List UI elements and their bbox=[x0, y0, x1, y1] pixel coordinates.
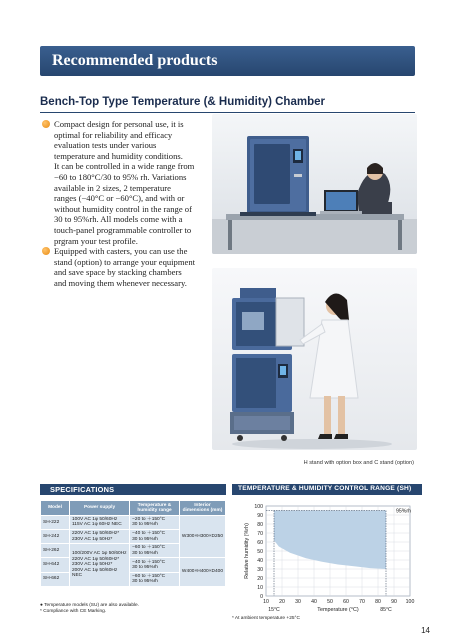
header-banner bbox=[40, 46, 415, 76]
stacked-chamber-illustration bbox=[212, 268, 417, 450]
note-temperature-models: ● Temperature models (SU) are also available. bbox=[40, 603, 140, 608]
note-ce-marking: * Compliance with CE Marking. bbox=[40, 609, 107, 614]
y-tick-label: 80 bbox=[257, 521, 263, 528]
control-range-title: TEMPERATURE & HUMIDITY CONTROL RANGE (SH) bbox=[238, 485, 412, 492]
x-tick-label: 20 bbox=[279, 599, 285, 605]
dimension-cell: W400×H400×D400 bbox=[179, 558, 225, 586]
subtitle-rule bbox=[40, 112, 415, 113]
x-tick-label: 100 bbox=[405, 599, 415, 605]
x-tick-label: 90 bbox=[391, 599, 397, 605]
header-temp-humidity-range: Temperature & humidity range bbox=[130, 501, 180, 516]
power-cell: 220V AC 1φ 50/60Hz* 230V AC 1φ 50Hz* bbox=[69, 530, 129, 544]
y-tick-label: 50 bbox=[257, 548, 263, 555]
dimension-cell: W300×H300×D250 bbox=[179, 515, 225, 558]
y-tick-label: 10 bbox=[257, 584, 263, 591]
y-axis-label: Relative humidity (%rh) bbox=[244, 523, 250, 579]
x-tick-label: 70 bbox=[359, 599, 365, 605]
header-power-supply: Power supply bbox=[69, 501, 129, 516]
orange-bullet-icon bbox=[42, 120, 50, 128]
photo-chamber-with-laptop bbox=[212, 114, 417, 254]
photo-stacked-chambers bbox=[212, 268, 417, 450]
bullet-text: Compact design for personal use, it is optimal for reliability and efficacy evaluation tests under various temperature and humidity conditions. It can be controlled in a wide range from −60 to 180°C/30 to 95% rh. Variations available in 2 sizes, 2 temperature ranges (−40°C or −60°C), and with or without humidity control in the range of 30 to 95%rh. All models come with a touch-panel programmable controller to prgram your test profile. bbox=[54, 119, 195, 246]
y-tick-label: 40 bbox=[257, 557, 263, 564]
chart-annotation: 85°C bbox=[380, 607, 392, 613]
y-tick-label: 70 bbox=[257, 530, 263, 537]
header-model: Model bbox=[41, 501, 70, 516]
table-row bbox=[41, 558, 226, 572]
range-cell: −20 to ＋150°C 30 to 95%rh bbox=[130, 515, 180, 529]
x-tick-label: 60 bbox=[343, 599, 349, 605]
y-tick-label: 30 bbox=[257, 566, 263, 573]
bullet-casters bbox=[42, 246, 195, 288]
bullet-compact-design bbox=[42, 119, 194, 246]
control-range-header bbox=[232, 484, 422, 495]
y-tick-label: 0 bbox=[260, 593, 263, 600]
y-tick-label: 90 bbox=[257, 512, 263, 519]
specifications-table bbox=[40, 500, 226, 587]
x-axis-label: Temperature (°C) bbox=[317, 607, 359, 613]
y-tick-label: 20 bbox=[257, 575, 263, 582]
model-cell: SH-242 bbox=[41, 530, 70, 544]
chart-annotation: 95%rh bbox=[396, 508, 411, 515]
model-cell: SH-262 bbox=[41, 544, 70, 558]
range-cell: −40 to ＋150°C 30 to 95%rh bbox=[130, 530, 180, 544]
model-cell: SH-642 bbox=[41, 558, 70, 572]
chart-footnote: * At ambient temperature +25°C bbox=[232, 616, 300, 621]
range-cell: −40 to ＋150°C 30 to 95%rh bbox=[130, 558, 180, 572]
power-cell: 100V AC 1φ 50/60Hz 115V AC 1φ 60Hz NEC bbox=[69, 515, 129, 529]
chamber-laptop-illustration bbox=[212, 114, 417, 254]
photo-caption: H stand with option box and C stand (option) bbox=[303, 460, 414, 466]
product-subtitle: Bench-Top Type Temperature (& Humidity) Chamber bbox=[40, 96, 325, 108]
header-interior-dimensions: Interior dimensions (mm) bbox=[179, 501, 225, 516]
spec-notes bbox=[40, 603, 139, 615]
control-range-chart-svg bbox=[232, 498, 422, 623]
specifications-title: SPECIFICATIONS bbox=[50, 485, 115, 494]
model-cell: SH-662 bbox=[41, 572, 70, 586]
range-cell: −60 to ＋150°C 30 to 95%rh bbox=[130, 572, 180, 586]
model-cell: SH-222 bbox=[41, 515, 70, 529]
specifications-header bbox=[40, 484, 226, 495]
chart-annotation: 15°C bbox=[268, 607, 280, 613]
x-tick-label: 50 bbox=[327, 599, 333, 605]
x-tick-label: 80 bbox=[375, 599, 381, 605]
x-tick-label: 30 bbox=[295, 599, 301, 605]
table-row bbox=[41, 515, 226, 529]
control-range-chart bbox=[232, 498, 422, 623]
banner-title: Recommended products bbox=[52, 52, 218, 69]
bullet-text: Equipped with casters, you can use the stand (option) to arrange your equipment and save space by stacking chambers and moving them whenever necessary. bbox=[54, 246, 196, 288]
orange-bullet-icon bbox=[42, 247, 50, 255]
page-number: 14 bbox=[421, 626, 430, 635]
range-cell: −60 to ＋150°C 30 to 95%rh bbox=[130, 544, 180, 558]
y-tick-label: 100 bbox=[254, 503, 263, 510]
power-cell: 100/200V AC 1φ 50/60Hz 220V AC 1φ 50/60Hz* 230V AC 1φ 50Hz* 200V AC 1φ 50/60Hz NEC bbox=[69, 544, 129, 587]
table-header-row bbox=[41, 501, 226, 516]
x-tick-label: 10 bbox=[263, 599, 269, 605]
y-tick-label: 60 bbox=[257, 539, 263, 546]
x-tick-label: 40 bbox=[311, 599, 317, 605]
